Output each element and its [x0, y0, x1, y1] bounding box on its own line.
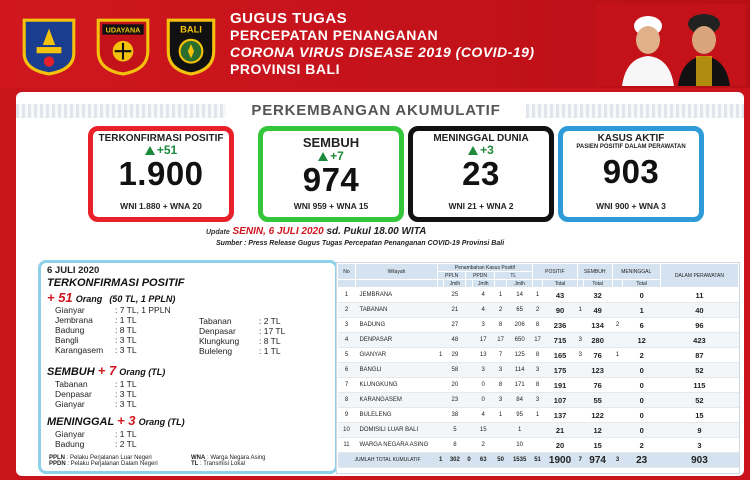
cell-no: 10: [338, 423, 356, 438]
cell-men-inc: 1: [612, 348, 623, 363]
cell-total-pos: 1900: [543, 453, 578, 468]
cell-ppln-j: 29: [444, 348, 466, 363]
card-aktif-sublabel: PASIEN POSITIF DALAM PERAWATAN: [576, 144, 686, 150]
cell-wilayah: BADUNG: [356, 318, 438, 333]
table-row: [338, 303, 739, 318]
cell-pos-inc: 2: [532, 303, 542, 318]
kodam-emblem-icon: [92, 14, 154, 76]
cell-total-ppln-j: 302: [444, 453, 466, 468]
col-tl: TL: [494, 272, 532, 280]
cell-pos-inc: 3: [532, 363, 542, 378]
col-meninggal: MENINGGAL: [612, 264, 660, 280]
cell-ppln-j: 27: [444, 318, 466, 333]
detail-meninggal-title: MENINGGAL + 3 Orang (TL): [47, 413, 185, 428]
cell-pos-inc: 17: [532, 333, 542, 348]
section-title: PERKEMBANGAN AKUMULATIF: [226, 100, 526, 122]
cell-pos-inc: 8: [532, 318, 542, 333]
cell-tl: 3: [494, 393, 507, 408]
cell-no: 5: [338, 348, 356, 363]
cell-wilayah: DENPASAR: [356, 333, 438, 348]
table-total-row: [338, 453, 739, 468]
province-emblem-icon: [18, 14, 80, 76]
cell-ppdn-j: 4: [472, 408, 494, 423]
cell-no: 4: [338, 333, 356, 348]
col-sembuh: SEMBUH: [577, 264, 612, 280]
cell-ppln-j: 5: [444, 423, 466, 438]
cell-sem-inc: 1: [577, 303, 583, 318]
cell-total-ppdn-j: 63: [472, 453, 494, 468]
cell-men-inc: [612, 333, 623, 348]
cell-ppdn-j: 4: [472, 288, 494, 303]
cell-ppln-j: 38: [444, 408, 466, 423]
cell-ppln-j: 48: [444, 333, 466, 348]
cell-dal: 423: [660, 333, 738, 348]
cell-dal: 3: [660, 438, 738, 453]
col-wilayah: Wilayah: [356, 264, 438, 280]
cell-men: 12: [623, 333, 660, 348]
cell-men-inc: [612, 393, 623, 408]
cell-no: 7: [338, 378, 356, 393]
cell-pos: 20: [543, 438, 578, 453]
table-row: [338, 318, 739, 333]
cell-tl-j: 14: [507, 288, 532, 303]
officials-photo: [596, 4, 746, 86]
cell-ppdn-j: 3: [472, 318, 494, 333]
cell-sem: 32: [583, 288, 612, 303]
header-title: [230, 10, 535, 78]
detail-sembuh-title: SEMBUH + 7 Orang (TL): [47, 363, 166, 378]
cell-men-inc: 2: [612, 318, 623, 333]
cell-pos-inc: 8: [532, 378, 542, 393]
cell-pos: 191: [543, 378, 578, 393]
meninggal-list: Gianyar : 1 TL Badung : 2 TL: [55, 429, 137, 449]
cell-pos: 236: [543, 318, 578, 333]
cell-men-inc: [612, 288, 623, 303]
header-title-line2: PERCEPATAN PENANGANAN: [230, 27, 439, 43]
cell-pos: 43: [543, 288, 578, 303]
cell-men: 0: [623, 423, 660, 438]
cell-no: 8: [338, 393, 356, 408]
cell-sem-inc: 3: [577, 348, 583, 363]
cell-pos: 175: [543, 363, 578, 378]
cell-tl-j: 84: [507, 393, 532, 408]
cell-wilayah: JEMBRANA: [356, 288, 438, 303]
col-ppln: PPLN: [438, 272, 466, 280]
cell-men: 0: [623, 363, 660, 378]
card-meninggal-breakdown: WNI 21 + WNA 2: [448, 201, 514, 211]
cell-men-inc: [612, 303, 623, 318]
cell-tl: 2: [494, 303, 507, 318]
cell-men-inc: [612, 363, 623, 378]
cell-ppdn-j: 15: [472, 423, 494, 438]
cell-sem: 76: [583, 378, 612, 393]
cell-men: 0: [623, 288, 660, 303]
card-positif-value: 1.900: [118, 155, 204, 192]
cell-ppln-j: 20: [444, 378, 466, 393]
cell-dal: 87: [660, 348, 738, 363]
cell-wilayah: KARANGASEM: [356, 393, 438, 408]
cell-ppln-j: 58: [444, 363, 466, 378]
cell-total-tl-j: 1535: [507, 453, 532, 468]
cell-sem: 15: [583, 438, 612, 453]
card-aktif-value: 903: [602, 153, 660, 190]
cell-no: 6: [338, 363, 356, 378]
cell-wilayah: DOMISILI LUAR BALI: [356, 423, 438, 438]
cell-ppdn-j: 0: [472, 378, 494, 393]
cell-tl-j: 206: [507, 318, 532, 333]
source-line: Sumber : Press Release Gugus Tugas Percepatan Penanganan COVID-19 Provinsi Bali: [216, 240, 505, 247]
cell-ppdn-j: 4: [472, 303, 494, 318]
cell-sem: 76: [583, 348, 612, 363]
card-sembuh-value: 974: [302, 161, 360, 198]
col-positif: POSITIF: [532, 264, 577, 280]
cell-ppln-j: 21: [444, 303, 466, 318]
cell-tl-j: 125: [507, 348, 532, 363]
cell-men: 0: [623, 378, 660, 393]
cell-no: 1: [338, 288, 356, 303]
cell-tl-j: 1: [507, 423, 532, 438]
cell-men: 0: [623, 408, 660, 423]
card-meninggal-value: 23: [462, 155, 500, 192]
cell-total-sem-inc: 7: [577, 453, 583, 468]
up-arrow-icon: [318, 152, 328, 161]
card-positif-increase: +51: [93, 144, 229, 157]
detail-positif-count: + 51 Orang (50 TL, 1 PPLN): [47, 290, 176, 305]
card-sembuh: [258, 126, 404, 222]
cell-sem: 12: [583, 423, 612, 438]
cell-men-inc: [612, 438, 623, 453]
cell-tl: 17: [494, 333, 507, 348]
cell-tl-j: 650: [507, 333, 532, 348]
cell-no: 11: [338, 438, 356, 453]
cell-pos: 90: [543, 303, 578, 318]
table-row: [338, 363, 739, 378]
cell-pos-inc: 1: [532, 288, 542, 303]
cell-wilayah: WARGA NEGARA ASING: [356, 438, 438, 453]
cell-dal: 96: [660, 318, 738, 333]
cell-sem: 55: [583, 393, 612, 408]
cell-tl-j: 95: [507, 408, 532, 423]
cell-ppdn-j: 3: [472, 363, 494, 378]
cell-men: 1: [623, 303, 660, 318]
cell-ppdn-j: 0: [472, 393, 494, 408]
cell-sem: 123: [583, 363, 612, 378]
cell-sem: 134: [583, 318, 612, 333]
up-arrow-icon: [468, 146, 478, 155]
cell-total-tl: 50: [494, 453, 507, 468]
detail-date: 6 JULI 2020: [47, 265, 100, 276]
cell-dal: 52: [660, 363, 738, 378]
cell-total-sem: 974: [583, 453, 612, 468]
cell-dal: 52: [660, 393, 738, 408]
cell-tl: 8: [494, 318, 507, 333]
up-arrow-icon: [145, 146, 155, 155]
header: [0, 0, 750, 88]
police-emblem-text: BALI: [180, 24, 202, 35]
cell-wilayah: BANGLI: [356, 363, 438, 378]
cell-sem: 49: [583, 303, 612, 318]
cell-total-pos-inc: 51: [532, 453, 542, 468]
table-row: [338, 408, 739, 423]
cell-tl-j: 171: [507, 378, 532, 393]
positif-list-right: Tabanan : 2 TL Denpasar : 17 TL Klungkung : 8 TL Buleleng : 1 TL: [199, 316, 286, 356]
card-positif-breakdown: WNI 1.880 + WNA 20: [120, 201, 202, 211]
main-panel: [16, 92, 744, 476]
region-table: No Wilayah Penambahan Kasus Positif POSITIF SEMBUH MENINGGAL DALAM PERAWATAN PPLN PPDN TL Jmlh Jmlh Jmlh Total Total Total 1 JEMBRANA 25 4 1 14 1 43 32 0 11 2 TABANAN 21 4 2 65 2 90 1 49 1 40 3 BADUNG 27 3 8 206 8 236 134 2 6 96 4 DENPASAR 48 17 17 650 17 715 3 280 12 423 5 GIANYAR 1 29 13 7 125 8 165 3 76 1 2 87 6 BANGLI 58 3 3 114 3 175 123 0 52 7 KLUNGKUNG 20 0 8 171 8 191 76 0 115 8 KARANGASEM 23 0 3 84 3 107 55 0 52 9 BULELENG 38 4 1 95 1 137 122 0 15 10 DOMISILI LUAR BALI 5 15 1 21 12 0 9 11 WARGA NEGARA ASING 8 2 10 20 15 2 3 JUMLAH TOTAL KUMULATIF 1 302 0 63 50 1535 51 1900 7 974 3 23 903: [336, 262, 740, 474]
cell-men-inc: [612, 408, 623, 423]
cell-wilayah: KLUNGKUNG: [356, 378, 438, 393]
cell-sem: 122: [583, 408, 612, 423]
cell-total-ppdn: 0: [466, 453, 472, 468]
col-no: No: [338, 264, 356, 280]
cell-pos: 21: [543, 423, 578, 438]
cell-dal: 9: [660, 423, 738, 438]
cell-pos-inc: 1: [532, 408, 542, 423]
cell-pos: 165: [543, 348, 578, 363]
card-meninggal-increase: +3: [413, 144, 549, 157]
cell-pos-inc: [532, 423, 542, 438]
daily-detail-box: [38, 260, 338, 474]
table-row: [338, 288, 739, 303]
table-row: [338, 378, 739, 393]
cell-dal: 11: [660, 288, 738, 303]
cell-dal: 40: [660, 303, 738, 318]
cell-ppln-j: 23: [444, 393, 466, 408]
card-positif: [88, 126, 234, 222]
cell-pos: 137: [543, 408, 578, 423]
cell-tl: 3: [494, 363, 507, 378]
cell-tl: 7: [494, 348, 507, 363]
cell-pos-inc: [532, 438, 542, 453]
card-positif-label: TERKONFIRMASI POSITIF: [98, 133, 224, 144]
cell-ppln-j: 25: [444, 288, 466, 303]
kodam-emblem-text: UDAYANA: [105, 25, 141, 35]
cell-men-inc: [612, 423, 623, 438]
cell-total-men-inc: 3: [612, 453, 623, 468]
cell-tl: 1: [494, 408, 507, 423]
header-title-line1: GUGUS TUGAS: [230, 10, 348, 27]
card-sembuh-label: SEMBUH: [302, 135, 360, 150]
card-aktif: [558, 126, 704, 222]
table-row: [338, 423, 739, 438]
cell-wilayah: GIANYAR: [356, 348, 438, 363]
cell-total-ppln: 1: [438, 453, 444, 468]
card-aktif-label: KASUS AKTIF: [597, 133, 665, 144]
cell-total-label: JUMLAH TOTAL KUMULATIF: [338, 453, 438, 468]
col-penambahan: Penambahan Kasus Positif: [438, 264, 533, 272]
cell-pos: 715: [543, 333, 578, 348]
positif-list-left: Gianyar : 7 TL, 1 PPLN Jembrana : 1 TL Badung : 8 TL Bangli : 3 TL Karangasem : 3 TL: [55, 305, 171, 355]
sembuh-list: Tabanan : 1 TL Denpasar : 3 TL Gianyar : 3 TL: [55, 379, 137, 409]
cell-ppdn-j: 13: [472, 348, 494, 363]
col-ppdn: PPDN: [466, 272, 494, 280]
cell-no: 3: [338, 318, 356, 333]
cell-men: 2: [623, 348, 660, 363]
table-row: [338, 333, 739, 348]
cell-men: 2: [623, 438, 660, 453]
cell-total-dal: 903: [660, 453, 738, 468]
card-meninggal-label: MENINGGAL DUNIA: [433, 133, 529, 144]
cell-sem-inc: 3: [577, 333, 583, 348]
table-row: [338, 438, 739, 453]
cell-wilayah: BULELENG: [356, 408, 438, 423]
cell-ppln: 1: [438, 348, 444, 363]
abbreviation-legend-right: WNA : Warga Negara Asing TL : Transmisi Lokal: [191, 455, 266, 467]
col-dalam-perawatan: DALAM PERAWATAN: [660, 264, 738, 288]
card-sembuh-increase: +7: [263, 150, 399, 163]
cell-pos-inc: 3: [532, 393, 542, 408]
cell-tl-j: 10: [507, 438, 532, 453]
abbreviation-legend-left: PPLN : Pelaku Perjalanan Luar Negeri PPDN : Pelaku Perjalanan Dalam Negeri: [49, 455, 158, 467]
cell-tl: [494, 438, 507, 453]
cell-wilayah: TABANAN: [356, 303, 438, 318]
cell-tl: [494, 423, 507, 438]
detail-positif-title: TERKONFIRMASI POSITIF: [47, 277, 185, 289]
header-title-line4: PROVINSI BALI: [230, 61, 340, 77]
cell-men-inc: [612, 378, 623, 393]
cell-tl-j: 65: [507, 303, 532, 318]
cell-total-men: 23: [623, 453, 660, 468]
police-emblem-icon: [160, 14, 222, 76]
card-sembuh-breakdown: WNI 959 + WNA 15: [293, 201, 369, 211]
card-aktif-breakdown: WNI 900 + WNA 3: [596, 201, 666, 211]
cell-no: 9: [338, 408, 356, 423]
table-row: [338, 348, 739, 363]
cell-dal: 15: [660, 408, 738, 423]
card-meninggal: [408, 126, 554, 222]
cell-men: 6: [623, 318, 660, 333]
cell-no: 2: [338, 303, 356, 318]
cell-pos-inc: 8: [532, 348, 542, 363]
cell-ppdn-j: 17: [472, 333, 494, 348]
header-title-line3: CORONA VIRUS DISEASE 2019 (COVID-19): [230, 44, 535, 60]
update-line: Update SENIN, 6 JULI 2020 sd. Pukul 18.00 WITA: [206, 226, 427, 237]
cell-men: 0: [623, 393, 660, 408]
cell-dal: 115: [660, 378, 738, 393]
cell-sem: 280: [583, 333, 612, 348]
cell-ppln-j: 8: [444, 438, 466, 453]
cell-tl-j: 114: [507, 363, 532, 378]
cell-pos: 107: [543, 393, 578, 408]
cell-tl: 8: [494, 378, 507, 393]
cell-ppdn-j: 2: [472, 438, 494, 453]
cell-tl: 1: [494, 288, 507, 303]
table-row: [338, 393, 739, 408]
